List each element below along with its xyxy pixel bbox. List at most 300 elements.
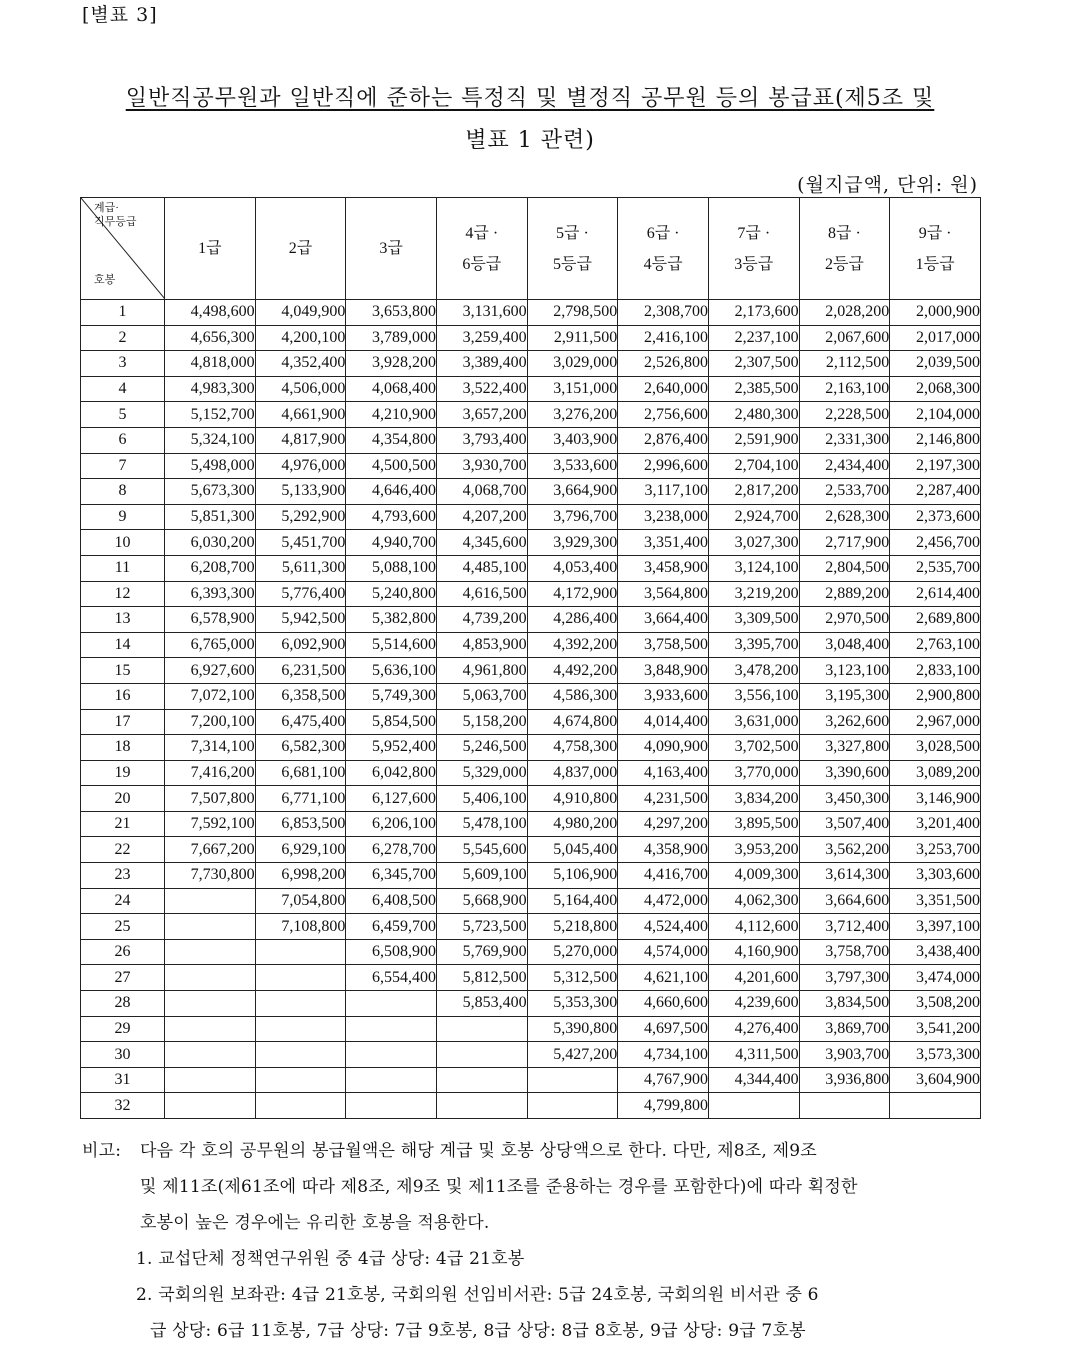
salary-cell: 4,506,000 xyxy=(255,376,346,402)
salary-cell: 5,353,300 xyxy=(527,991,618,1017)
salary-cell: 2,385,500 xyxy=(708,376,799,402)
table-row xyxy=(81,479,981,505)
salary-cell: 3,797,300 xyxy=(799,965,890,991)
salary-cell: 7,108,800 xyxy=(255,914,346,940)
salary-cell: 3,390,600 xyxy=(799,760,890,786)
salary-cell: 2,526,800 xyxy=(618,351,709,377)
salary-cell: 3,895,500 xyxy=(708,811,799,837)
salary-cell: 4,980,200 xyxy=(527,811,618,837)
salary-cell: 3,123,100 xyxy=(799,658,890,684)
step-number-cell: 25 xyxy=(81,914,165,940)
salary-cell: 6,042,800 xyxy=(346,760,437,786)
column-header-line: 7급 · xyxy=(737,224,771,242)
salary-cell: 5,498,000 xyxy=(165,453,256,479)
table-row xyxy=(81,760,981,786)
salary-cell: 3,930,700 xyxy=(436,453,527,479)
salary-cell: 2,970,500 xyxy=(799,607,890,633)
step-number-cell: 11 xyxy=(81,555,165,581)
salary-cell: 2,614,400 xyxy=(890,581,981,607)
salary-cell: 2,704,100 xyxy=(708,453,799,479)
salary-cell xyxy=(255,965,346,991)
salary-cell: 4,697,500 xyxy=(618,1016,709,1042)
salary-cell: 3,403,900 xyxy=(527,427,618,453)
salary-cell: 4,210,900 xyxy=(346,402,437,428)
salary-cell: 2,911,500 xyxy=(527,325,618,351)
salary-cell: 3,117,100 xyxy=(618,479,709,505)
salary-cell: 3,712,400 xyxy=(799,914,890,940)
salary-cell: 5,088,100 xyxy=(346,555,437,581)
salary-cell xyxy=(346,991,437,1017)
salary-cell: 4,200,100 xyxy=(255,325,346,351)
table-row xyxy=(81,427,981,453)
table-row xyxy=(81,709,981,735)
remarks-label: 비고: xyxy=(82,1141,122,1161)
salary-cell: 4,014,400 xyxy=(618,709,709,735)
salary-cell: 2,434,400 xyxy=(799,453,890,479)
remarks-item-2: 2. 국회의원 보좌관: 4급 21호봉, 국회의원 선임비서관: 5급 24호봉, 국회의원 비서관 중 6 xyxy=(136,1285,819,1305)
step-number-cell: 28 xyxy=(81,991,165,1017)
salary-cell: 4,940,700 xyxy=(346,530,437,556)
salary-cell: 4,492,200 xyxy=(527,658,618,684)
corner-step-label: 호봉 xyxy=(94,274,116,286)
salary-cell: 3,664,600 xyxy=(799,888,890,914)
salary-cell: 2,112,500 xyxy=(799,351,890,377)
step-number-cell: 9 xyxy=(81,504,165,530)
salary-cell: 4,352,400 xyxy=(255,351,346,377)
step-number-cell: 3 xyxy=(81,351,165,377)
step-number-cell: 30 xyxy=(81,1042,165,1068)
salary-cell xyxy=(527,1067,618,1093)
column-header-grade xyxy=(527,198,618,300)
salary-cell: 2,763,100 xyxy=(890,632,981,658)
table-row xyxy=(81,632,981,658)
salary-cell: 4,498,600 xyxy=(165,300,256,326)
column-header-grade xyxy=(436,198,527,300)
title-line-2: 별표 1 관련) xyxy=(465,128,595,153)
step-number-cell: 5 xyxy=(81,402,165,428)
step-number-cell: 23 xyxy=(81,863,165,889)
salary-cell: 3,027,300 xyxy=(708,530,799,556)
salary-cell: 4,239,600 xyxy=(708,991,799,1017)
step-number-cell: 20 xyxy=(81,786,165,812)
salary-cell: 5,063,700 xyxy=(436,683,527,709)
column-header-line: 5등급 xyxy=(552,255,592,273)
salary-cell: 4,112,600 xyxy=(708,914,799,940)
salary-cell: 7,054,800 xyxy=(255,888,346,914)
salary-cell: 3,195,300 xyxy=(799,683,890,709)
salary-cell: 4,793,600 xyxy=(346,504,437,530)
step-number-cell: 8 xyxy=(81,479,165,505)
salary-cell: 3,556,100 xyxy=(708,683,799,709)
salary-cell: 4,068,700 xyxy=(436,479,527,505)
salary-cell: 4,674,800 xyxy=(527,709,618,735)
table-row xyxy=(81,607,981,633)
salary-cell: 4,053,400 xyxy=(527,555,618,581)
column-header-grade xyxy=(165,198,256,300)
salary-cell: 3,758,700 xyxy=(799,939,890,965)
salary-cell: 3,151,000 xyxy=(527,376,618,402)
remarks-line-3: 호봉이 높은 경우에는 유리한 호봉을 적용한다. xyxy=(140,1213,490,1233)
salary-cell: 3,834,200 xyxy=(708,786,799,812)
salary-cell: 2,900,800 xyxy=(890,683,981,709)
table-row xyxy=(81,504,981,530)
salary-cell: 5,609,100 xyxy=(436,863,527,889)
salary-cell: 4,739,200 xyxy=(436,607,527,633)
salary-cell: 6,771,100 xyxy=(255,786,346,812)
remarks-item-2-continued: 급 상당: 6급 11호봉, 7급 상당: 7급 9호봉, 8급 상당: 8급 8호봉, 9급 상당: 9급 7호봉 xyxy=(150,1321,806,1341)
salary-cell: 4,358,900 xyxy=(618,837,709,863)
salary-cell: 3,562,200 xyxy=(799,837,890,863)
salary-cell: 5,812,500 xyxy=(436,965,527,991)
step-number-cell: 6 xyxy=(81,427,165,453)
salary-cell: 2,967,000 xyxy=(890,709,981,735)
salary-cell: 6,998,200 xyxy=(255,863,346,889)
salary-cell: 3,124,100 xyxy=(708,555,799,581)
salary-cell: 4,207,200 xyxy=(436,504,527,530)
salary-cell: 3,564,800 xyxy=(618,581,709,607)
table-row xyxy=(81,786,981,812)
title-line-1: 일반직공무원과 일반직에 준하는 특정직 및 별정직 공무원 등의 봉급표(제5조 및 xyxy=(125,86,935,111)
salary-cell: 3,793,400 xyxy=(436,427,527,453)
salary-cell: 5,854,500 xyxy=(346,709,437,735)
salary-cell: 2,798,500 xyxy=(527,300,618,326)
salary-cell: 4,472,000 xyxy=(618,888,709,914)
salary-cell: 5,292,900 xyxy=(255,504,346,530)
salary-cell: 6,092,900 xyxy=(255,632,346,658)
salary-cell: 3,276,200 xyxy=(527,402,618,428)
column-header-line: 4급 · xyxy=(465,224,499,242)
salary-cell: 7,730,800 xyxy=(165,863,256,889)
salary-cell: 4,616,500 xyxy=(436,581,527,607)
salary-cell: 2,535,700 xyxy=(890,555,981,581)
salary-cell: 4,574,000 xyxy=(618,939,709,965)
salary-cell: 3,604,900 xyxy=(890,1067,981,1093)
salary-cell: 4,416,700 xyxy=(618,863,709,889)
salary-cell: 3,614,300 xyxy=(799,863,890,889)
salary-cell: 3,848,900 xyxy=(618,658,709,684)
step-number-cell: 16 xyxy=(81,683,165,709)
salary-cell: 6,127,600 xyxy=(346,786,437,812)
salary-cell: 2,163,100 xyxy=(799,376,890,402)
salary-cell: 4,524,400 xyxy=(618,914,709,940)
salary-cell: 6,927,600 xyxy=(165,658,256,684)
table-row xyxy=(81,837,981,863)
salary-cell: 5,478,100 xyxy=(436,811,527,837)
salary-cell: 2,104,000 xyxy=(890,402,981,428)
salary-cell: 3,395,700 xyxy=(708,632,799,658)
salary-cell: 5,952,400 xyxy=(346,735,437,761)
column-header-line: 9급 · xyxy=(918,224,952,242)
salary-cell: 2,308,700 xyxy=(618,300,709,326)
salary-cell: 7,592,100 xyxy=(165,811,256,837)
salary-cell: 2,876,400 xyxy=(618,427,709,453)
salary-cell xyxy=(165,1067,256,1093)
step-number-cell: 17 xyxy=(81,709,165,735)
salary-cell: 5,749,300 xyxy=(346,683,437,709)
salary-cell: 2,067,600 xyxy=(799,325,890,351)
table-row xyxy=(81,1067,981,1093)
salary-cell: 2,817,200 xyxy=(708,479,799,505)
salary-cell: 3,936,800 xyxy=(799,1067,890,1093)
salary-cell: 2,197,300 xyxy=(890,453,981,479)
table-row xyxy=(81,453,981,479)
salary-cell: 3,146,900 xyxy=(890,786,981,812)
salary-cell: 5,246,500 xyxy=(436,735,527,761)
table-row xyxy=(81,581,981,607)
salary-cell: 3,789,000 xyxy=(346,325,437,351)
step-number-cell: 12 xyxy=(81,581,165,607)
table-row xyxy=(81,530,981,556)
step-number-cell: 10 xyxy=(81,530,165,556)
salary-cell: 5,668,900 xyxy=(436,888,527,914)
step-number-cell: 18 xyxy=(81,735,165,761)
step-number-cell: 2 xyxy=(81,325,165,351)
salary-cell: 6,345,700 xyxy=(346,863,437,889)
table-row xyxy=(81,965,981,991)
salary-cell: 3,533,600 xyxy=(527,453,618,479)
salary-cell: 2,039,500 xyxy=(890,351,981,377)
salary-cell: 5,673,300 xyxy=(165,479,256,505)
salary-cell: 3,474,000 xyxy=(890,965,981,991)
column-header-grade xyxy=(346,198,437,300)
salary-cell: 2,237,100 xyxy=(708,325,799,351)
column-header-line: 6급 · xyxy=(646,224,680,242)
salary-cell: 4,837,000 xyxy=(527,760,618,786)
salary-cell: 2,287,400 xyxy=(890,479,981,505)
salary-cell: 2,307,500 xyxy=(708,351,799,377)
salary-cell: 3,351,500 xyxy=(890,888,981,914)
table-row xyxy=(81,735,981,761)
salary-cell: 2,717,900 xyxy=(799,530,890,556)
salary-cell: 4,817,900 xyxy=(255,427,346,453)
table-row xyxy=(81,863,981,889)
salary-cell: 3,259,400 xyxy=(436,325,527,351)
salary-cell: 4,276,400 xyxy=(708,1016,799,1042)
salary-cell: 5,106,900 xyxy=(527,863,618,889)
table-row xyxy=(81,300,981,326)
salary-cell: 2,889,200 xyxy=(799,581,890,607)
step-number-cell: 15 xyxy=(81,658,165,684)
salary-cell: 5,152,700 xyxy=(165,402,256,428)
salary-cell: 2,017,000 xyxy=(890,325,981,351)
salary-cell: 3,522,400 xyxy=(436,376,527,402)
salary-cell: 2,689,800 xyxy=(890,607,981,633)
salary-cell: 3,664,900 xyxy=(527,479,618,505)
step-number-cell: 26 xyxy=(81,939,165,965)
step-number-cell: 31 xyxy=(81,1067,165,1093)
salary-cell: 6,508,900 xyxy=(346,939,437,965)
table-header-row xyxy=(81,198,981,300)
salary-cell: 5,723,500 xyxy=(436,914,527,940)
remarks-line-1: 다음 각 호의 공무원의 봉급월액은 해당 계급 및 호봉 상당액으로 한다. 다만, 제8조, 제9조 xyxy=(140,1141,817,1161)
step-number-cell: 7 xyxy=(81,453,165,479)
salary-cell xyxy=(165,888,256,914)
column-header-line: 3등급 xyxy=(734,255,774,273)
salary-cell: 6,929,100 xyxy=(255,837,346,863)
salary-cell: 5,853,400 xyxy=(436,991,527,1017)
salary-cell: 6,578,900 xyxy=(165,607,256,633)
corner-header-cell xyxy=(81,198,165,300)
salary-cell: 6,459,700 xyxy=(346,914,437,940)
salary-cell xyxy=(346,1067,437,1093)
salary-cell: 3,834,500 xyxy=(799,991,890,1017)
salary-cell: 5,324,100 xyxy=(165,427,256,453)
salary-cell: 4,049,900 xyxy=(255,300,346,326)
salary-cell: 5,406,100 xyxy=(436,786,527,812)
salary-cell: 2,416,100 xyxy=(618,325,709,351)
salary-cell: 3,303,600 xyxy=(890,863,981,889)
salary-cell: 5,329,000 xyxy=(436,760,527,786)
salary-cell: 5,270,000 xyxy=(527,939,618,965)
salary-cell: 6,358,500 xyxy=(255,683,346,709)
salary-cell: 3,028,500 xyxy=(890,735,981,761)
column-header-line: 5급 · xyxy=(556,224,589,242)
salary-cell xyxy=(255,1016,346,1042)
step-number-cell: 32 xyxy=(81,1093,165,1119)
salary-cell: 4,656,300 xyxy=(165,325,256,351)
salary-cell: 4,231,500 xyxy=(618,786,709,812)
salary-cell: 3,438,400 xyxy=(890,939,981,965)
step-number-cell: 27 xyxy=(81,965,165,991)
column-header-line: 8급 · xyxy=(828,224,861,242)
salary-cell: 3,508,200 xyxy=(890,991,981,1017)
salary-cell: 4,646,400 xyxy=(346,479,437,505)
salary-cell: 3,573,300 xyxy=(890,1042,981,1068)
table-row xyxy=(81,1093,981,1119)
salary-cell xyxy=(255,1067,346,1093)
salary-cell: 7,200,100 xyxy=(165,709,256,735)
column-header-line: 2등급 xyxy=(824,255,864,273)
annex-tag: [별표 3] xyxy=(82,4,158,26)
salary-cell: 5,451,700 xyxy=(255,530,346,556)
salary-cell xyxy=(165,991,256,1017)
salary-cell xyxy=(165,1042,256,1068)
salary-cell: 3,238,000 xyxy=(618,504,709,530)
salary-cell xyxy=(436,1016,527,1042)
salary-cell: 4,392,200 xyxy=(527,632,618,658)
column-header-line: 3급 xyxy=(379,240,403,257)
salary-cell: 5,514,600 xyxy=(346,632,437,658)
salary-cell: 3,631,000 xyxy=(708,709,799,735)
salary-cell: 6,853,500 xyxy=(255,811,346,837)
salary-cell: 5,769,900 xyxy=(436,939,527,965)
salary-cell: 4,009,300 xyxy=(708,863,799,889)
salary-cell: 6,030,200 xyxy=(165,530,256,556)
salary-cell: 6,208,700 xyxy=(165,555,256,581)
salary-cell: 5,390,800 xyxy=(527,1016,618,1042)
salary-cell: 5,636,100 xyxy=(346,658,437,684)
salary-cell: 2,373,600 xyxy=(890,504,981,530)
salary-cell: 5,158,200 xyxy=(436,709,527,735)
salary-cell: 4,160,900 xyxy=(708,939,799,965)
salary-cell: 4,758,300 xyxy=(527,735,618,761)
salary-cell: 2,028,200 xyxy=(799,300,890,326)
salary-cell: 3,953,200 xyxy=(708,837,799,863)
salary-cell: 6,206,100 xyxy=(346,811,437,837)
salary-cell: 2,628,300 xyxy=(799,504,890,530)
salary-cell: 4,853,900 xyxy=(436,632,527,658)
column-header-line: 1등급 xyxy=(915,255,955,273)
salary-table xyxy=(80,197,981,1119)
salary-cell xyxy=(346,1016,437,1042)
salary-cell xyxy=(165,1016,256,1042)
table-row xyxy=(81,888,981,914)
salary-cell: 5,851,300 xyxy=(165,504,256,530)
salary-cell: 2,146,800 xyxy=(890,427,981,453)
salary-cell xyxy=(255,1093,346,1119)
salary-cell: 2,833,100 xyxy=(890,658,981,684)
salary-cell: 2,456,700 xyxy=(890,530,981,556)
salary-cell: 2,000,900 xyxy=(890,300,981,326)
salary-cell: 6,231,500 xyxy=(255,658,346,684)
table-row xyxy=(81,991,981,1017)
table-row xyxy=(81,351,981,377)
salary-cell: 4,172,900 xyxy=(527,581,618,607)
salary-cell: 4,344,400 xyxy=(708,1067,799,1093)
step-number-cell: 29 xyxy=(81,1016,165,1042)
column-header-grade xyxy=(890,198,981,300)
salary-cell: 5,045,400 xyxy=(527,837,618,863)
salary-cell: 4,485,100 xyxy=(436,555,527,581)
salary-cell: 6,475,400 xyxy=(255,709,346,735)
salary-cell: 4,799,800 xyxy=(618,1093,709,1119)
salary-cell: 3,201,400 xyxy=(890,811,981,837)
salary-cell xyxy=(165,965,256,991)
salary-cell: 3,327,800 xyxy=(799,735,890,761)
table-row xyxy=(81,402,981,428)
step-number-cell: 21 xyxy=(81,811,165,837)
salary-cell: 4,818,000 xyxy=(165,351,256,377)
salary-cell: 4,621,100 xyxy=(618,965,709,991)
salary-cell: 5,427,200 xyxy=(527,1042,618,1068)
salary-cell: 3,219,200 xyxy=(708,581,799,607)
salary-cell: 2,068,300 xyxy=(890,376,981,402)
salary-cell: 4,661,900 xyxy=(255,402,346,428)
corner-grade-label: 계급· 직무등급 xyxy=(94,202,137,228)
salary-cell: 2,173,600 xyxy=(708,300,799,326)
step-number-cell: 1 xyxy=(81,300,165,326)
salary-cell xyxy=(165,939,256,965)
salary-cell: 4,163,400 xyxy=(618,760,709,786)
salary-cell: 4,767,900 xyxy=(618,1067,709,1093)
salary-cell: 6,393,300 xyxy=(165,581,256,607)
unit-note: (월지급액, 단위: 원) xyxy=(797,174,978,196)
salary-cell: 4,734,100 xyxy=(618,1042,709,1068)
salary-cell: 4,311,500 xyxy=(708,1042,799,1068)
column-header-grade xyxy=(799,198,890,300)
remarks-item-1: 1. 교섭단체 정책연구위원 중 4급 상당: 4급 21호봉 xyxy=(136,1249,525,1269)
salary-cell: 6,278,700 xyxy=(346,837,437,863)
salary-cell xyxy=(436,1042,527,1068)
salary-cell: 2,480,300 xyxy=(708,402,799,428)
column-header-line: 1급 xyxy=(198,240,222,257)
table-row xyxy=(81,1042,981,1068)
salary-cell: 3,541,200 xyxy=(890,1016,981,1042)
salary-cell xyxy=(255,1042,346,1068)
step-number-cell: 13 xyxy=(81,607,165,633)
salary-cell: 3,770,000 xyxy=(708,760,799,786)
column-header-grade xyxy=(708,198,799,300)
salary-cell: 4,586,300 xyxy=(527,683,618,709)
salary-cell: 3,029,000 xyxy=(527,351,618,377)
step-number-cell: 24 xyxy=(81,888,165,914)
remarks-section xyxy=(82,1133,982,1349)
salary-cell: 6,408,500 xyxy=(346,888,437,914)
salary-cell xyxy=(165,1093,256,1119)
salary-cell xyxy=(527,1093,618,1119)
salary-cell: 6,582,300 xyxy=(255,735,346,761)
step-number-cell: 22 xyxy=(81,837,165,863)
